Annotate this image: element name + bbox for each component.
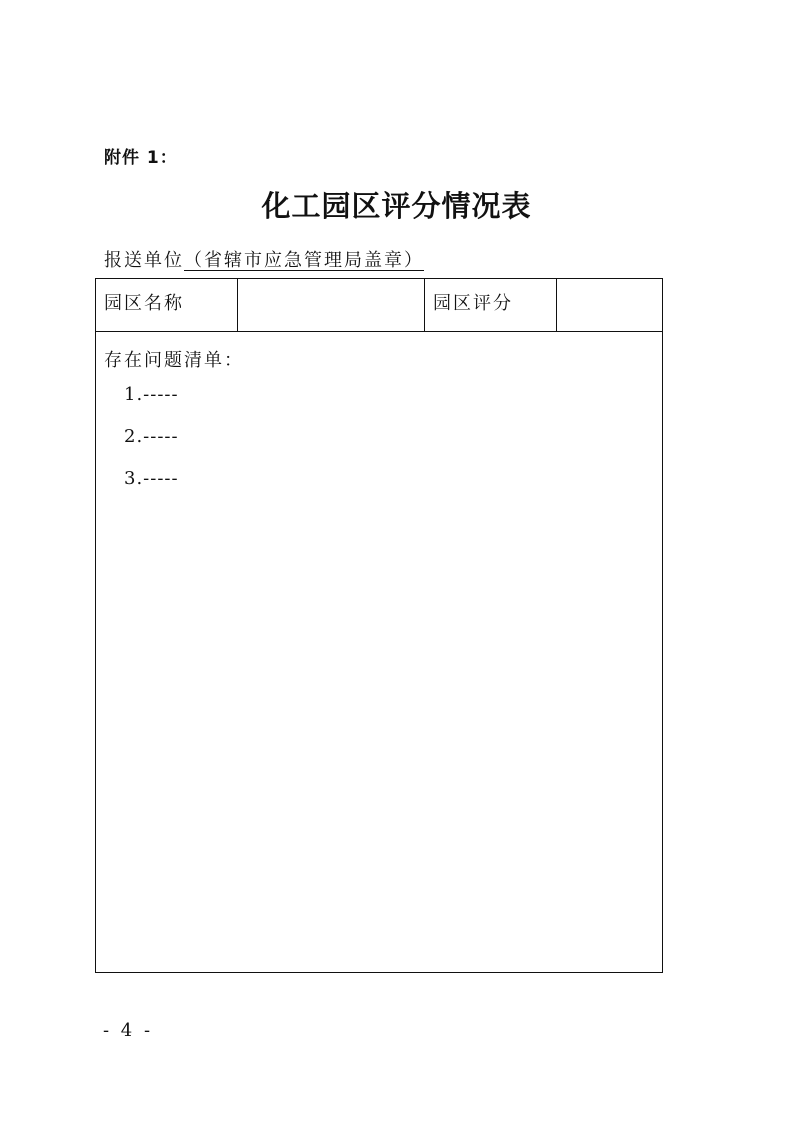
- park-name-label-cell: [96, 279, 238, 331]
- reporting-unit-label: 报送单位: [104, 250, 184, 271]
- park-score-label-cell: [425, 279, 557, 331]
- reporting-unit-line: [104, 246, 424, 272]
- page-number: - 4 -: [103, 1020, 154, 1041]
- issue-item: 1.-----: [124, 384, 179, 405]
- page-title: 化工园区评分情况表: [261, 189, 532, 223]
- reporting-unit-value: （省辖市应急管理局盖章）: [184, 250, 424, 271]
- attachment-label: 附件 1：: [104, 148, 178, 168]
- score-form-table: [95, 278, 663, 973]
- issue-item: 3.-----: [124, 468, 179, 489]
- park-score-label: 园区评分: [433, 293, 513, 314]
- issues-list-area[interactable]: [96, 332, 662, 972]
- park-score-value-cell[interactable]: [557, 279, 662, 331]
- park-name-value-cell[interactable]: [238, 279, 425, 331]
- park-info-row: [96, 279, 662, 332]
- park-name-label: 园区名称: [104, 293, 184, 314]
- issue-item: 2.-----: [124, 426, 179, 447]
- issues-heading: 存在问题清单：: [104, 350, 244, 371]
